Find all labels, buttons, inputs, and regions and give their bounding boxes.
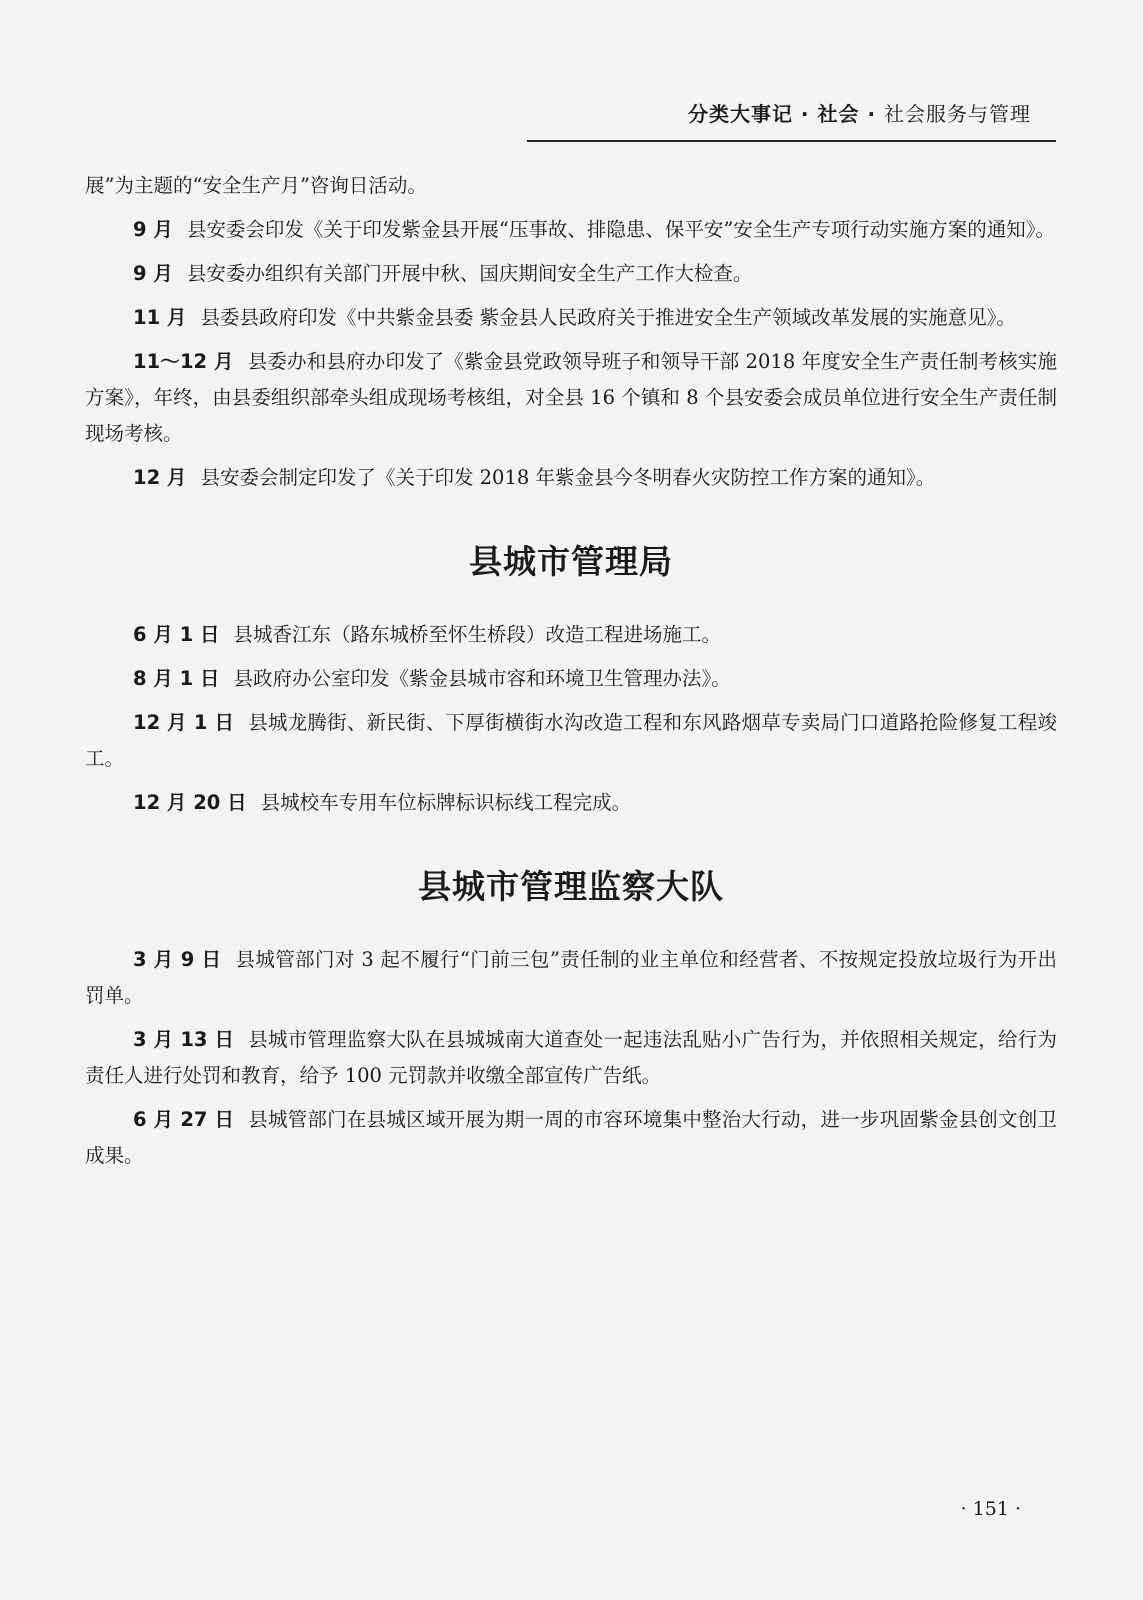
section-title-city-management-inspection-brigade: 县城市管理监察大队 [418,867,724,906]
entry-date: 6 月 1 日 [133,623,220,646]
entry-date: 12 月 1 日 [133,711,235,734]
entry-date: 8 月 1 日 [133,667,220,690]
page-number: · 151 · [960,1498,1021,1520]
entry-s2-1 [85,661,1057,697]
entry-s3-1 [85,1022,1057,1094]
header-rule [527,140,1056,142]
entry-s2-3 [85,785,1057,821]
running-header [688,98,1031,127]
page-body [85,168,1057,1182]
entry-text: 县城龙腾街、新民街、下厚街横街水沟改造工程和东风路烟草专卖局门口道路抢险修复工程竣工。 [85,711,1057,770]
entry-text: 县委县政府印发《中共紫金县委 紫金县人民政府关于推进安全生产领域改革发展的实施意见》。 [200,306,1016,329]
entry-date: 6 月 27 日 [133,1108,235,1131]
entry-s1-4 [85,460,1057,496]
entry-date: 3 月 13 日 [133,1028,235,1051]
entry-s1-2 [85,300,1057,336]
entry-s2-0 [85,617,1057,653]
entry-date: 9 月 [133,262,173,285]
entry-text: 县安委会制定印发了《关于印发 2018 年紫金县今冬明春火灾防控工作方案的通知》。 [200,466,936,489]
entry-date: 12 月 [133,466,187,489]
entry-date: 9 月 [133,218,173,241]
entry-s1-0 [85,212,1057,248]
entry-text: 县安委会印发《关于印发紫金县开展“压事故、排隐患、保平安”安全生产专项行动实施方案的通知》。 [186,218,1056,241]
entry-s3-2 [85,1102,1057,1174]
section-title-city-management-bureau: 县城市管理局 [469,542,673,581]
entry-s3-0 [85,942,1057,1014]
entry-date: 3 月 9 日 [133,948,222,971]
entry-text: 县城香江东（路东城桥至怀生桥段）改造工程进场施工。 [233,623,722,646]
running-header-light: 社会服务与管理 [884,102,1031,126]
entry-text: 县城校车专用车位标牌标识标线工程完成。 [260,791,632,814]
entry-text: 县城管部门对 3 起不履行“门前三包”责任制的业主单位和经营者、不按规定投放垃圾行为开出罚单。 [85,948,1057,1007]
entry-text: 县政府办公室印发《紫金县城市容和环境卫生管理办法》。 [233,667,731,690]
entry-date: 11～12 月 [133,350,234,373]
running-header-bold: 分类大事记 · 社会 · [687,102,884,126]
entry-s2-2 [85,705,1057,777]
entry-date: 11 月 [133,306,187,329]
entry-date: 12 月 20 日 [133,791,247,814]
entry-text: 县城管部门在县城区域开展为期一周的市容环境集中整治大行动，进一步巩固紫金县创文创卫成果。 [85,1108,1057,1167]
intro-continuation: 展”为主题的“安全生产月”咨询日活动。 [85,174,427,197]
entry-s1-1 [85,256,1057,292]
entry-s1-3 [85,344,1057,452]
entry-text: 县城市管理监察大队在县城城南大道查处一起违法乱贴小广告行为，并依照相关规定，给行为责任人进行处罚和教育，给予 100 元罚款并收缴全部宣传广告纸。 [85,1028,1057,1087]
entry-text: 县委办和县府办印发了《紫金县党政领导班子和领导干部 2018 年度安全生产责任制考核实施方案》，年终，由县委组织部牵头组成现场考核组，对全县 16 个镇和 8 个县安委会成员单位进行安全生产责任制现场考核。 [85,350,1058,445]
entry-text: 县安委办组织有关部门开展中秋、国庆期间安全生产工作大检查。 [186,262,753,285]
